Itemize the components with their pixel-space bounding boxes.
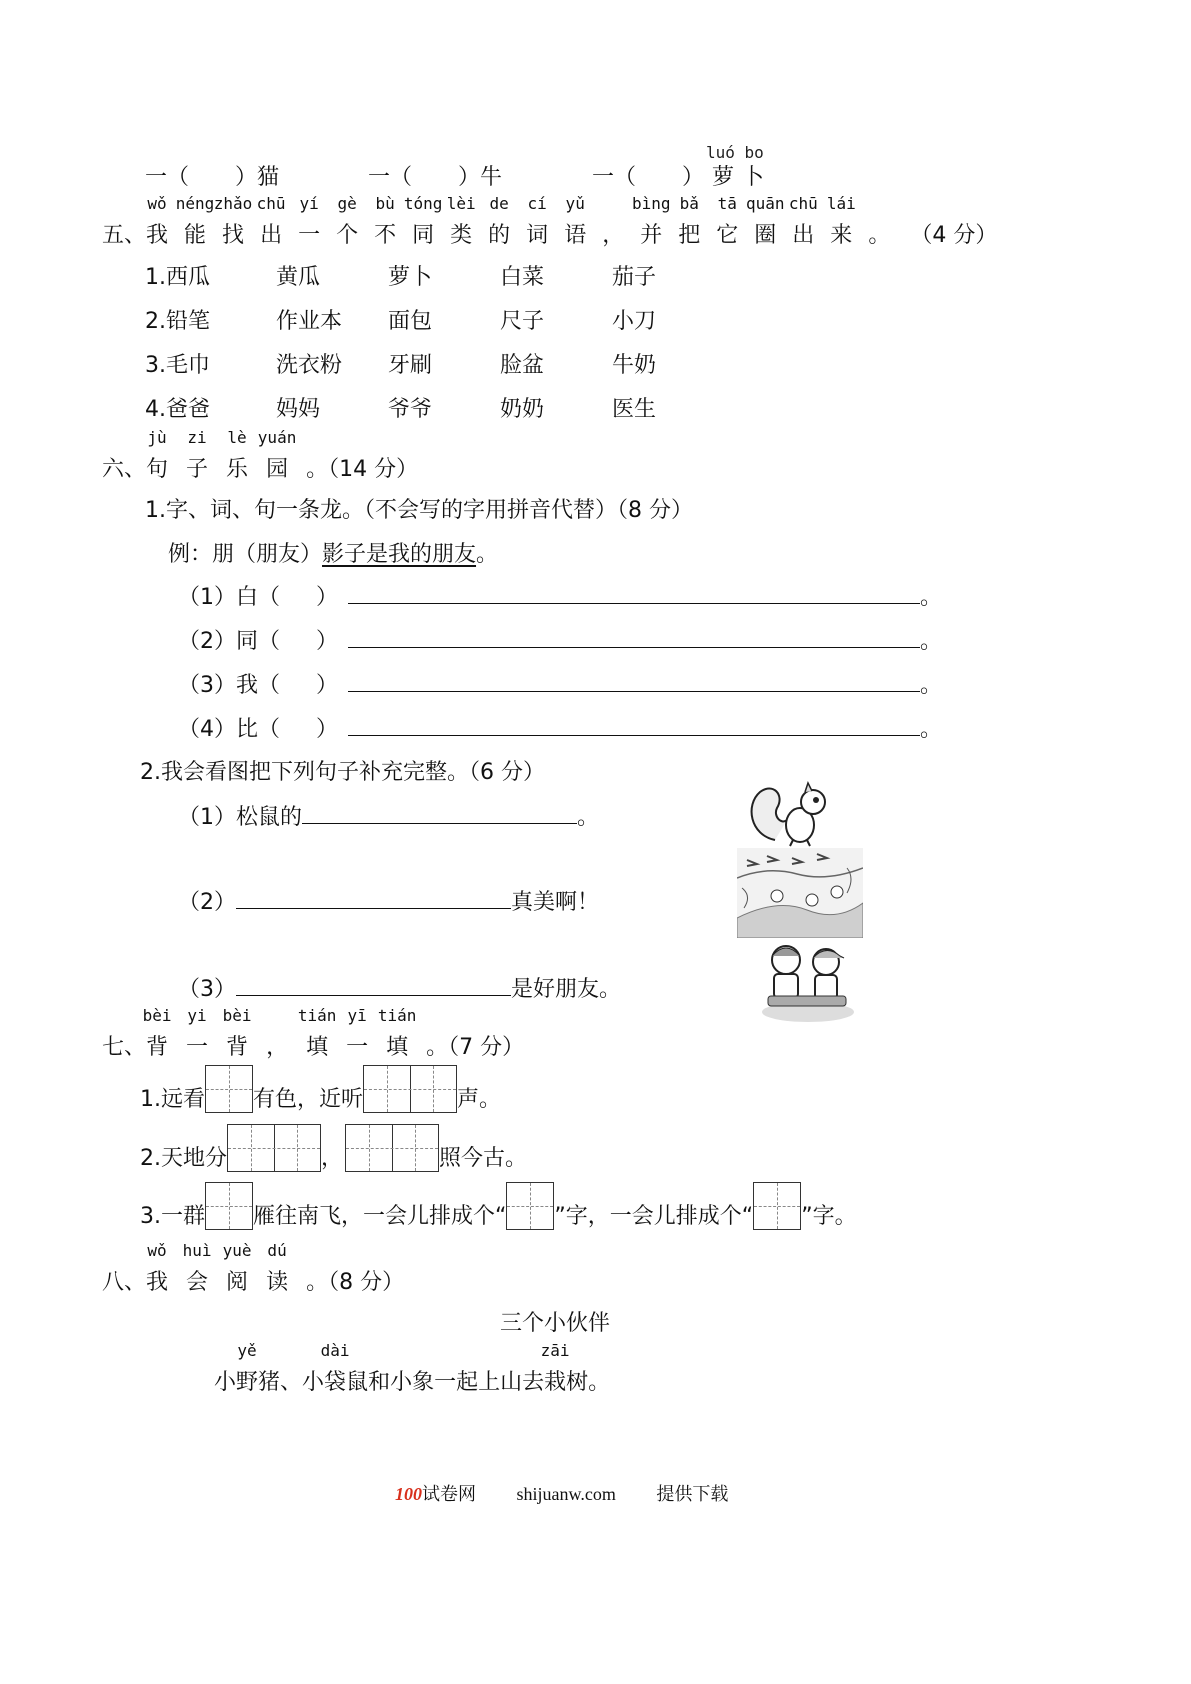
story-segment [566,1365,610,1396]
hanzi: 找 [222,223,245,248]
word-option[interactable]: 洗衣粉 [276,353,343,378]
period: 。 [920,673,943,698]
pinyin-char [257,428,297,483]
sentence-item [178,668,942,699]
pinyin-char [222,1241,252,1296]
hanzi: 我 [146,223,169,248]
hanzi: 圈 [754,223,777,248]
section5-title: 五、我 wǒ 能 néng 找 zhǎo 出 chū 一 yí 个 gè 不 bù 同 tóng 类 lèi 的 de 词 cí 语 yǔ ， 并 bìng 把 bǎ 它 tā 圈 quān 出 chū 来 lái 。 （4 分） [102,194,998,248]
answer-line[interactable] [348,671,920,692]
item-label: （1）白（ [178,585,280,610]
word-option[interactable]: 黄瓜 [276,265,321,290]
hanzi: 一 [186,1035,209,1060]
period: 。 [920,717,943,742]
hanzi: 园 [266,457,289,482]
section6-q1-title: 1.字、词、句一条龙。（不会写的字用拼音代替）（8 分） [145,498,693,523]
word-option[interactable]: 2.铅笔 [145,309,210,334]
pinyin-char [142,1006,172,1061]
tianzige-box[interactable] [345,1124,439,1172]
s7-line-3: 3.一群 雁往南飞，一会儿排成个“ ”字，一会儿排成个“ ”字。 [140,1182,857,1230]
word-option[interactable]: 小刀 [612,309,657,334]
hanzi: ， [266,1035,289,1060]
pinyin: de [489,194,509,213]
pinyin-char [146,428,169,483]
hanzi: 子 [186,457,209,482]
story-title: 三个小伙伴 [500,1311,611,1336]
site-url[interactable]: shijuanw.com [516,1484,616,1504]
pinyin: dài [320,1341,350,1360]
hanzi: 背 [226,1035,249,1060]
pinyin-char [868,218,890,249]
hanzi: 一 [346,1035,369,1060]
hanzi: 能 [184,223,207,248]
answer-line[interactable] [348,627,920,648]
pinyin: yuè [222,1241,252,1260]
pinyin: bìng [631,194,671,213]
answer-line[interactable] [348,583,920,604]
pinyin: wǒ [147,194,167,213]
sentence-item [178,580,942,611]
pinyin-char [146,1241,169,1296]
q2-item-1: （1）松鼠的 。 [178,805,600,830]
item-label: （4）比（ [178,717,280,742]
site-logo: 100 [395,1484,422,1504]
item-label: （3）我（ [178,673,280,698]
tianzige-box[interactable] [753,1182,801,1230]
word-option[interactable]: 萝卜 [388,265,433,290]
pinyin-char [336,194,359,249]
answer-line[interactable] [236,888,511,909]
pinyin: tián [377,1006,417,1025]
sentence-item [178,624,942,655]
pinyin: huì [182,1241,212,1260]
pinyin-char [222,1006,252,1061]
section8-title: 八、我 wǒ 会 huì 阅 yuè 读 dú 。（8 分） [102,1241,405,1295]
pinyin-char [186,1006,209,1061]
pinyin-char [788,194,818,249]
close-paren: ） [316,717,339,742]
pinyin: lè [227,428,247,447]
pinyin: bèi [142,1006,172,1025]
item-label: （2）同（ [178,629,280,654]
pinyin: zhǎo [213,194,253,213]
answer-line[interactable] [302,803,577,824]
pinyin: tā [717,194,737,213]
hanzi: 背 [146,1035,169,1060]
download-note: 提供下载 [656,1484,729,1504]
hanzi: 的 [488,223,511,248]
pinyin: dú [267,1241,287,1260]
tianzige-box[interactable] [506,1182,554,1230]
s7-line-1: 1.远看 有色，近听 声。 [140,1065,501,1113]
pinyin: yí [299,194,319,213]
pinyin-char [297,1006,337,1061]
hanzi: 乐 [226,457,249,482]
pinyin: tián [297,1006,337,1025]
hanzi: 袋 [324,1370,347,1395]
story-segment [320,1341,350,1396]
tianzige-box[interactable] [227,1124,321,1172]
period: 。 [920,629,943,654]
hanzi: 同 [412,223,435,248]
hanzi: 野 [236,1370,259,1395]
hanzi: 读 [266,1270,289,1295]
hanzi: 词 [526,223,549,248]
close-paren: ） [316,673,339,698]
pinyin-char [374,194,397,249]
story-segment [346,1365,544,1396]
hanzi: 并 [640,223,663,248]
pinyin: gè [337,194,357,213]
pinyin-char [377,1006,417,1061]
hanzi: 句 [146,457,169,482]
scenery-illustration [737,848,863,938]
hanzi: 类 [450,223,473,248]
hanzi: 不 [374,223,397,248]
tianzige-box[interactable] [205,1065,253,1113]
hanzi: 栽 [544,1370,567,1395]
hanzi: 个 [336,223,359,248]
pinyin-char [526,194,549,249]
close-paren: ） [316,585,339,610]
pinyin-char [746,194,785,249]
section6-example: 例：朋（朋友）影子是我的朋友。 [168,542,499,567]
pinyin: chū [788,194,818,213]
hanzi: 出 [792,223,815,248]
word-option[interactable]: 妈妈 [276,397,321,422]
s7-line-2: 2.天地分 ， 照今古。 [140,1124,527,1172]
pinyin-char [298,194,321,249]
hanzi: 小 [214,1370,237,1395]
pinyin-char [186,428,209,483]
word-option[interactable]: 脸盆 [500,353,545,378]
word-option[interactable]: 牙刷 [388,353,433,378]
hanzi: 填 [386,1035,409,1060]
word-option[interactable]: 白菜 [500,265,545,290]
pinyin: jù [147,428,167,447]
hanzi: 会 [186,1270,209,1295]
pinyin: yě [237,1341,257,1360]
answer-line[interactable] [348,715,920,736]
close-paren: ） [316,629,339,654]
hanzi: 我 [146,1270,169,1295]
story-text [214,1341,611,1396]
pinyin: yǔ [565,194,585,213]
pinyin: tóng [403,194,443,213]
footer [395,1480,728,1506]
word-option[interactable]: 爷爷 [388,397,433,422]
story-segment [236,1341,259,1396]
pinyin-char [678,194,701,249]
pinyin-char [716,194,739,249]
pinyin-char [564,194,587,249]
word-option[interactable]: 奶奶 [500,397,545,422]
hanzi: 猪、小 [258,1370,325,1395]
site-name: 试卷网 [422,1484,476,1504]
pinyin-char [403,194,443,249]
word-option[interactable]: 作业本 [276,309,343,334]
pinyin-char [826,194,856,249]
hanzi: 把 [678,223,701,248]
q4-item-3: 一（ ）萝卜 [592,165,773,190]
story-segment [540,1341,570,1396]
q2-item-2: （2） 真美啊！ [178,890,600,915]
pinyin: zāi [540,1341,570,1360]
pinyin: lái [826,194,856,213]
pinyin-char [175,194,215,249]
pinyin: cí [527,194,547,213]
hanzi: 。 [868,223,891,248]
pinyin: chū [256,194,286,213]
pinyin: yuán [257,428,297,447]
word-option[interactable]: 医生 [612,397,657,422]
hanzi: ， [602,223,625,248]
story-segment [258,1365,324,1396]
hanzi: 语 [564,223,587,248]
pinyin: quān [746,194,785,213]
section6-title: 六、句 jù 子 zi 乐 lè 园 yuán 。（14 分） [102,428,419,482]
pinyin-char [346,1006,369,1061]
hanzi: 鼠和小象一起上山去 [346,1370,545,1395]
pinyin: néng [175,194,215,213]
pinyin-char [266,1030,288,1061]
pinyin-char [602,218,624,249]
pinyin-char [182,1241,212,1296]
pinyin: wǒ [147,1241,167,1260]
hanzi: 树。 [566,1370,611,1395]
pinyin: bèi [222,1006,252,1025]
section7-title: 七、背 bèi 一 yi 背 bèi ， 填 tián 一 yī 填 tián 。（7 分） [102,1006,525,1060]
word-option[interactable]: 1.西瓜 [145,265,210,290]
sentence-item [178,712,942,743]
word-option[interactable]: 牛奶 [612,353,657,378]
period: 。 [920,585,943,610]
answer-line[interactable] [236,975,511,996]
pinyin: yī [347,1006,367,1025]
story-segment [214,1365,236,1396]
hanzi: 来 [830,223,853,248]
word-option[interactable]: 茄子 [612,265,657,290]
friends-illustration [758,940,856,1025]
q4-item-2: 一（ ）牛 [368,165,503,190]
pinyin: yi [187,1006,207,1025]
word-option[interactable]: 尺子 [500,309,545,334]
pinyin-char [226,428,249,483]
pinyin: lèi [446,194,476,213]
word-option[interactable]: 3.毛巾 [145,353,210,378]
pinyin-char [146,194,169,249]
pinyin-char [446,194,476,249]
pinyin: zi [187,428,207,447]
pinyin: bǎ [679,194,699,213]
pinyin: bù [375,194,395,213]
squirrel-illustration [745,780,840,850]
pinyin-char [256,194,286,249]
q4-item-1: 一（ ）猫 [145,165,280,190]
hanzi: 阅 [226,1270,249,1295]
hanzi: 填 [306,1035,329,1060]
word-option[interactable]: 4.爸爸 [145,397,210,422]
pinyin-char [213,194,253,249]
pinyin-luobo: luó bo [706,143,764,162]
pinyin-char [266,1241,289,1296]
tianzige-box[interactable] [363,1065,457,1113]
hanzi: 出 [260,223,283,248]
word-option[interactable]: 面包 [388,309,433,334]
pinyin-char [488,194,511,249]
hanzi: 它 [716,223,739,248]
section6-q2-title: 2.我会看图把下列句子补充完整。（6 分） [140,760,545,785]
q2-item-3: （3） 是好朋友。 [178,977,622,1002]
pinyin-char [631,194,671,249]
tianzige-box[interactable] [205,1182,253,1230]
hanzi: 一 [298,223,321,248]
